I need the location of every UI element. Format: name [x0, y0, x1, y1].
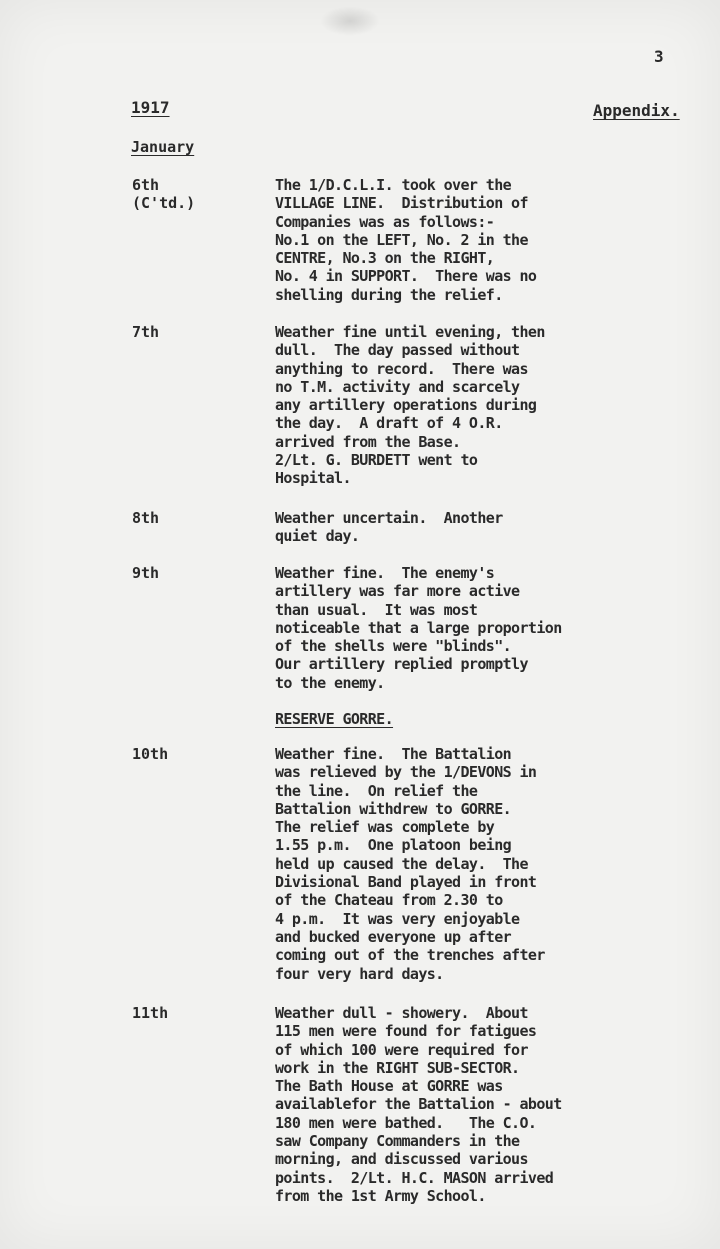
entry-text-7th: Weather fine until evening, then dull. The day passed without anything to record. There was no T.M. activity and scarcely any artillery operations during the day. A draft of 4 O.R. arrived from the Base. 2/Lt. G. BURDETT went to Hospital. [275, 323, 545, 488]
entry-date-6th: 6th (C'td.) [132, 176, 196, 213]
entry-date-11th: 11th [132, 1004, 169, 1022]
entry-date-8th: 8th [132, 509, 160, 527]
entry-text-9th: Weather fine. The enemy's artillery was far more active than usual. It was most noticeable that a large proportion of the shells were "blinds". Our artillery replied promptly to the enemy. [275, 564, 562, 692]
page-number: 3 [654, 47, 664, 66]
entry-date-9th: 9th [132, 564, 160, 582]
section-heading-reserve-gorre: RESERVE GORRE. [275, 710, 394, 728]
appendix-heading: Appendix. [593, 101, 680, 120]
year-heading: 1917 [131, 98, 170, 117]
entry-text-6th: The 1/D.C.L.I. took over the VILLAGE LINE. Distribution of Companies was as follows:- No.1 on the LEFT, No. 2 in the CENTRE, No.3 on the RIGHT, No. 4 in SUPPORT. There was no shelling during the relief. [275, 176, 537, 304]
entry-date-7th: 7th [132, 323, 160, 341]
entry-text-8th: Weather uncertain. Another quiet day. [275, 509, 503, 546]
entry-text-10th: Weather fine. The Battalion was relieved by the 1/DEVONS in the line. On relief the Battalion withdrew to GORRE. The relief was complete by 1.55 p.m. One platoon being held up caused the delay. The Divisional Band played in front of the Chateau from 2.30 to 4 p.m. It was very enjoyable and bucked everyone up after coming out of the trenches after four very hard days. [275, 745, 545, 983]
entry-date-10th: 10th [132, 745, 169, 763]
paper-smudge [320, 6, 380, 36]
entry-text-11th: Weather dull - showery. About 115 men were found for fatigues of which 100 were required for work in the RIGHT SUB-SECTOR. The Bath House at GORRE was availablefor the Battalion - about 180 men were bathed. The C.O. saw Company Commanders in the morning, and discussed various points. 2/Lt. H.C. MASON arrived from the 1st Army School. [275, 1004, 562, 1205]
month-heading: January [131, 138, 195, 156]
